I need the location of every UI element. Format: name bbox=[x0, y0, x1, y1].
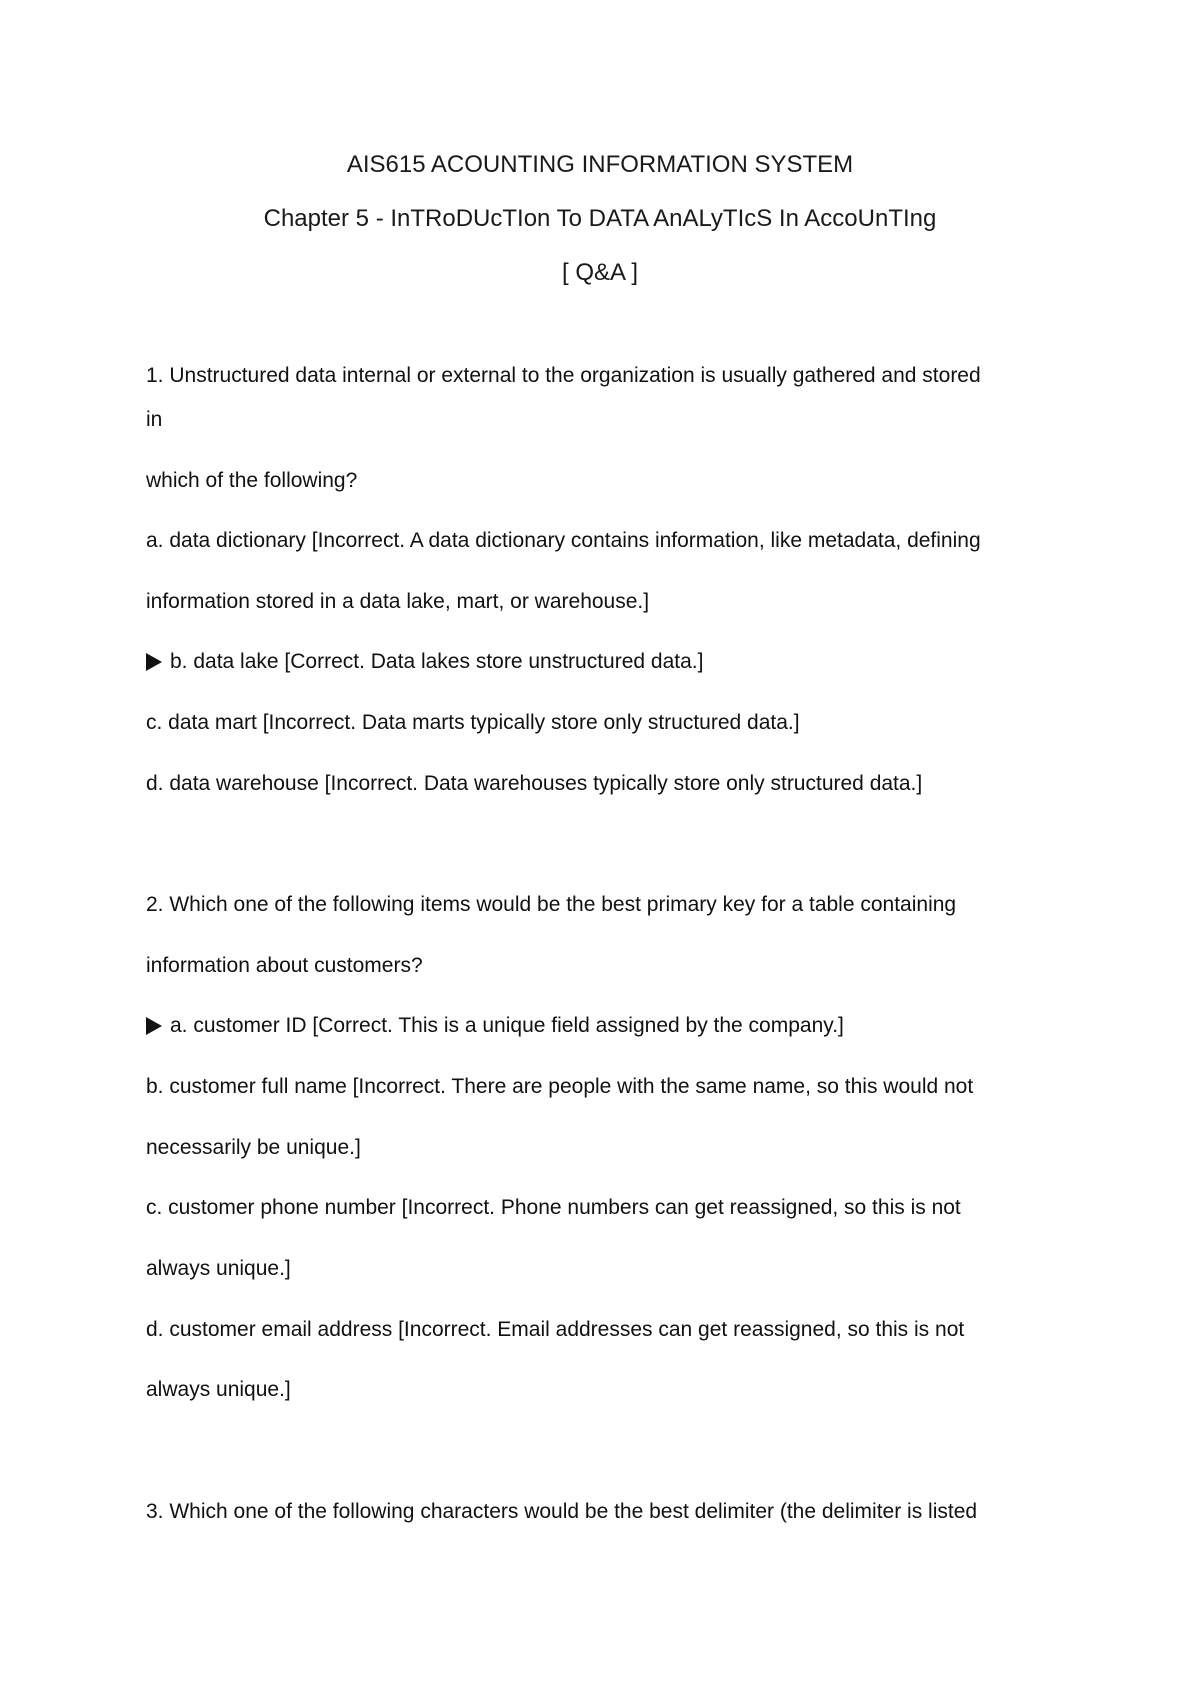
arrow-right-icon bbox=[146, 653, 162, 671]
question-1-text: 1. Unstructured data internal or external to the organization is usually gathered and stored bbox=[146, 364, 981, 387]
course-title: AIS615 ACOUNTING INFORMATION SYSTEM bbox=[346, 151, 854, 178]
question-1-option-b-row bbox=[146, 648, 703, 676]
arrow-right-icon bbox=[146, 1017, 162, 1035]
question-2-option-b: b. customer full name [Incorrect. There are people with the same name, so this would not bbox=[146, 1075, 974, 1098]
question-2-text-cont: information about customers? bbox=[146, 954, 423, 977]
question-3-text: 3. Which one of the following characters would be the best delimiter (the delimiter is listed bbox=[146, 1500, 978, 1523]
question-1-text-cont: in bbox=[146, 408, 163, 431]
question-1-option-b: b. data lake [Correct. Data lakes store unstructured data.] bbox=[170, 650, 704, 673]
question-2-option-c-cont: always unique.] bbox=[146, 1257, 291, 1280]
question-2-text: 2. Which one of the following items would be the best primary key for a table containing bbox=[146, 893, 957, 916]
chapter-title: Chapter 5 - InTRoDUcTIon To DATA AnALyTIcS In AccoUnTIng bbox=[263, 205, 937, 232]
question-2-option-a-row bbox=[146, 1012, 844, 1040]
question-2-option-d-cont: always unique.] bbox=[146, 1378, 291, 1401]
question-2-option-c: c. customer phone number [Incorrect. Phone numbers can get reassigned, so this is not bbox=[146, 1196, 961, 1219]
question-2-option-d: d. customer email address [Incorrect. Email addresses can get reassigned, so this is not bbox=[146, 1318, 965, 1341]
question-2-option-a: a. customer ID [Correct. This is a unique field assigned by the company.] bbox=[170, 1014, 844, 1037]
question-1-option-a-cont: information stored in a data lake, mart, or warehouse.] bbox=[146, 590, 650, 613]
question-1-option-d: d. data warehouse [Incorrect. Data warehouses typically store only structured data.] bbox=[146, 772, 923, 795]
section-label: [ Q&A ] bbox=[561, 259, 639, 286]
question-2-option-b-cont: necessarily be unique.] bbox=[146, 1136, 361, 1159]
question-1-option-a: a. data dictionary [Incorrect. A data dictionary contains information, like metadata, defining bbox=[146, 529, 981, 552]
question-1-option-c: c. data mart [Incorrect. Data marts typically store only structured data.] bbox=[146, 711, 800, 734]
question-1-text-cont2: which of the following? bbox=[146, 469, 358, 492]
